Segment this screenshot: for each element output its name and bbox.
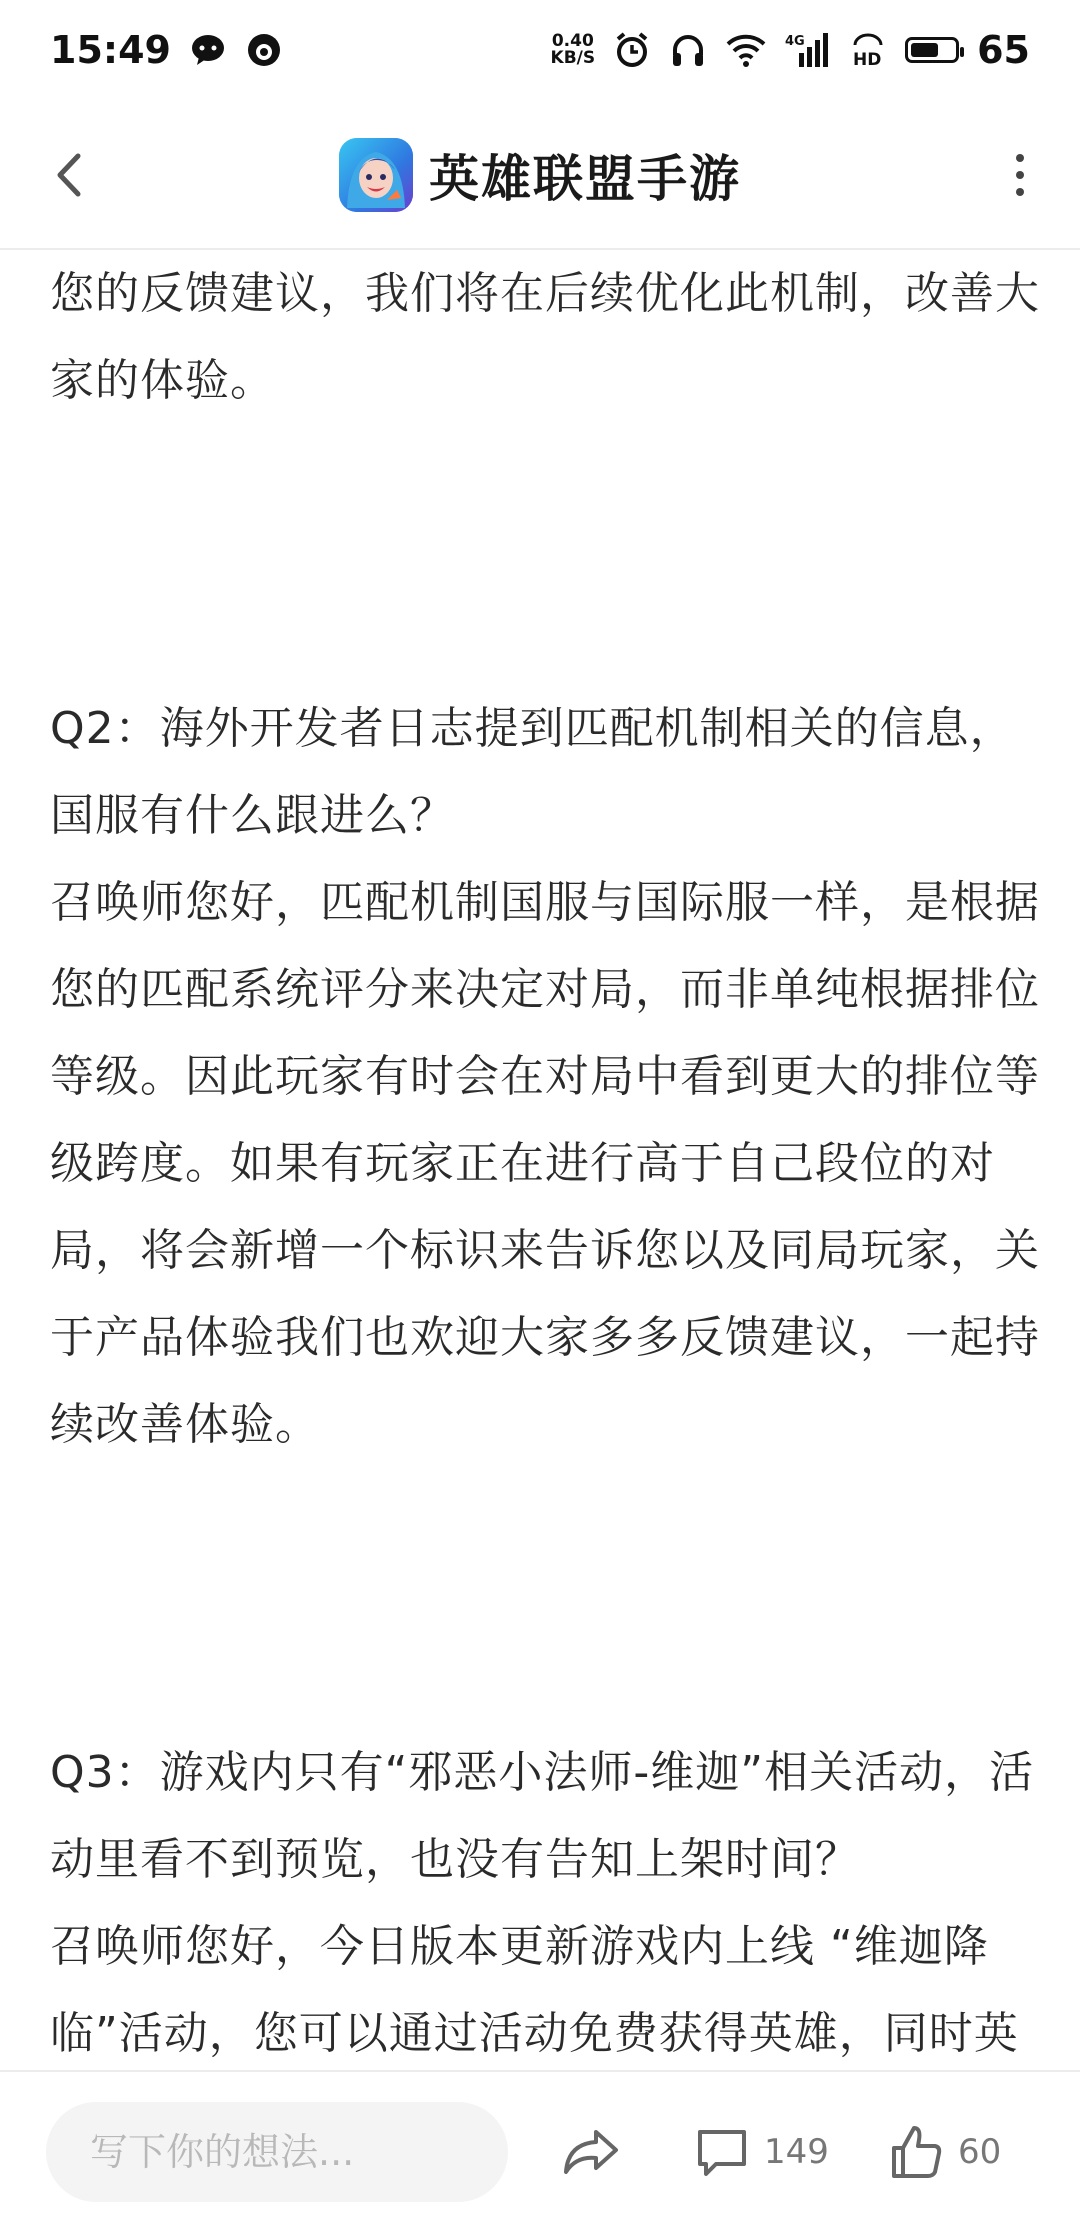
status-right [551, 28, 1030, 72]
network-speed-value: 0.40 [551, 31, 594, 51]
share-icon [560, 2122, 622, 2182]
network-speed-unit: KB/S [550, 48, 596, 68]
app-notification-icon [245, 31, 283, 69]
article-paragraph-intro: 您的反馈建议，我们将在后续优化此机制，改善大家的体验。 [50, 268, 1040, 406]
paragraph-spacer [50, 424, 1040, 685]
network-type-label: 4G [785, 34, 805, 49]
battery-icon [905, 37, 959, 63]
app-header [0, 100, 1080, 250]
more-dots-icon [1016, 154, 1024, 162]
status-bar [0, 0, 1080, 100]
like-count: 60 [958, 2132, 1002, 2172]
bottom-action-bar [0, 2070, 1080, 2232]
share-button[interactable] [560, 2114, 622, 2190]
header-center [0, 130, 1080, 220]
network-speed [551, 33, 596, 67]
q3-question: Q3：游戏内只有“邪恶小法师-维迦”相关活动，活动里看不到预览，也没有告知上架时间？ [50, 1747, 1035, 1885]
more-dot [1016, 171, 1024, 179]
article-content [50, 250, 1040, 2070]
battery-fill [911, 43, 938, 57]
q2-answer: 召唤师您好，匹配机制国服与国际服一样，是根据您的匹配系统评分来决定对局，而非单纯根据排位等级。因此玩家有时会在对局中看到更大的排位等级跨度。如果有玩家正在进行高于自己段位的对局，将会新增一个标识来告诉您以及同局玩家，关于产品体验我们也欢迎大家多多反馈建议，一起持续改善体验。 [50, 877, 1040, 1450]
hd-label: HD [853, 50, 882, 69]
page-title: 英雄联盟手游 [429, 150, 741, 208]
status-left [50, 28, 283, 72]
more-options-button[interactable] [1000, 145, 1040, 205]
cellular-signal-icon [785, 31, 831, 69]
game-avatar-icon [339, 138, 413, 212]
more-dot [1016, 188, 1024, 196]
thumbs-up-icon [888, 2124, 944, 2180]
wifi-icon [725, 32, 767, 68]
q3-answer: 召唤师您好，今日版本更新游戏内上线 “维迦降临”活动，您可以通过活动免费获得英雄，同时英 [50, 1921, 1019, 2059]
app-logo [339, 138, 413, 212]
headphones-icon [669, 31, 707, 69]
chat-bubble-icon [189, 31, 227, 69]
battery-level: 65 [977, 28, 1030, 72]
q2-question: Q2：海外开发者日志提到匹配机制相关的信息，国服有什么跟进么？ [50, 703, 1015, 841]
like-button[interactable] [888, 2114, 1001, 2190]
comment-icon [694, 2124, 750, 2180]
paragraph-spacer [50, 1468, 1040, 1729]
hd-voice-icon [849, 31, 887, 69]
comment-count: 149 [764, 2132, 829, 2172]
comment-button[interactable] [694, 2114, 829, 2190]
comment-input[interactable]: 写下你的想法... [46, 2102, 508, 2202]
status-time: 15:49 [50, 28, 171, 72]
alarm-icon [613, 31, 651, 69]
